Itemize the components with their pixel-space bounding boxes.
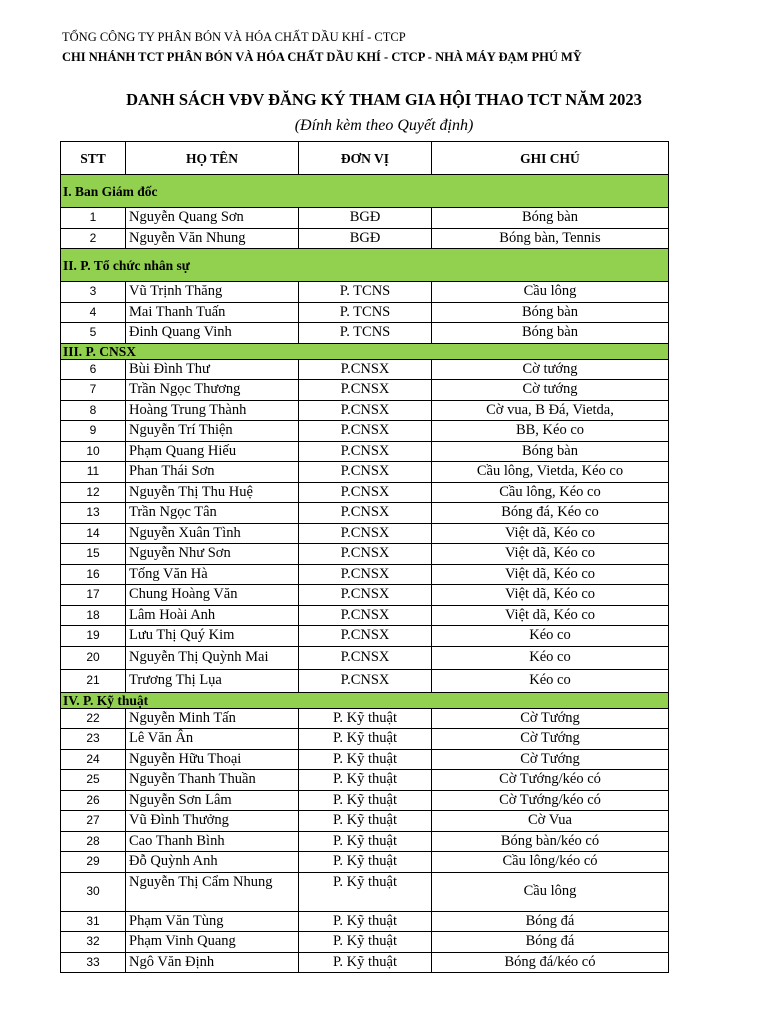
- document-title: DANH SÁCH VĐV ĐĂNG KÝ THAM GIA HỘI THAO TCT NĂM 2023: [126, 90, 642, 109]
- cell-unit: P. Kỹ thuật: [299, 749, 432, 770]
- cell-name: Nguyễn Thị Quỳnh Mai: [126, 646, 299, 669]
- cell-name: Nguyễn Sơn Lâm: [126, 790, 299, 811]
- cell-unit: P.CNSX: [299, 523, 432, 544]
- company-name: TỔNG CÔNG TY PHÂN BÓN VÀ HÓA CHẤT DẦU KHÍ - CTCP: [62, 30, 406, 44]
- cell-unit: P. Kỹ thuật: [299, 811, 432, 832]
- cell-unit: P.CNSX: [299, 462, 432, 483]
- cell-name: Đinh Quang Vinh: [126, 323, 299, 344]
- cell-note: Việt dã, Kéo co: [432, 564, 669, 585]
- cell-unit: P.CNSX: [299, 585, 432, 606]
- cell-stt: 16: [61, 564, 126, 585]
- cell-name: Phạm Vinh Quang: [126, 932, 299, 953]
- table-row: [61, 400, 669, 421]
- column-header-unit: ĐƠN VỊ: [299, 142, 432, 175]
- cell-stt: 1: [61, 208, 126, 229]
- cell-unit: P. Kỹ thuật: [299, 932, 432, 953]
- cell-name: Nguyễn Minh Tấn: [126, 708, 299, 729]
- branch-name: CHI NHÁNH TCT PHÂN BÓN VÀ HÓA CHẤT DẦU KHÍ - CTCP - NHÀ MÁY ĐẠM PHÚ MỸ: [62, 50, 582, 64]
- section-title: IV. P. Kỹ thuật: [61, 692, 669, 708]
- table-row: [61, 585, 669, 606]
- cell-name: Mai Thanh Tuấn: [126, 302, 299, 323]
- cell-note: Việt dã, Kéo co: [432, 523, 669, 544]
- table-row: [61, 228, 669, 249]
- cell-note: Bóng bàn: [432, 302, 669, 323]
- table-row: [61, 952, 669, 973]
- cell-stt: 26: [61, 790, 126, 811]
- section-title: III. P. CNSX: [61, 343, 669, 359]
- cell-name: Phan Thái Sơn: [126, 462, 299, 483]
- cell-name: Nguyễn Trí Thiện: [126, 421, 299, 442]
- cell-stt: 5: [61, 323, 126, 344]
- cell-stt: 32: [61, 932, 126, 953]
- cell-note: Bóng bàn: [432, 323, 669, 344]
- cell-unit: P.CNSX: [299, 626, 432, 647]
- cell-note: Cờ Tướng: [432, 749, 669, 770]
- cell-unit: P. TCNS: [299, 302, 432, 323]
- table-row: [61, 441, 669, 462]
- cell-stt: 17: [61, 585, 126, 606]
- table-row: [61, 729, 669, 750]
- cell-stt: 28: [61, 831, 126, 852]
- cell-name: Nguyễn Văn Nhung: [126, 228, 299, 249]
- column-header-name: HỌ TÊN: [126, 142, 299, 175]
- table-row: [61, 323, 669, 344]
- cell-note: Cờ Tướng: [432, 729, 669, 750]
- cell-unit: P. Kỹ thuật: [299, 770, 432, 791]
- cell-note: Bóng đá, Kéo co: [432, 503, 669, 524]
- cell-note: Bóng bàn, Tennis: [432, 228, 669, 249]
- cell-name: Nguyễn Hữu Thoại: [126, 749, 299, 770]
- cell-stt: 12: [61, 482, 126, 503]
- cell-note: Cầu lông: [432, 872, 669, 911]
- cell-unit: P.CNSX: [299, 564, 432, 585]
- cell-name: Vũ Đình Thưởng: [126, 811, 299, 832]
- cell-unit: P.CNSX: [299, 605, 432, 626]
- table-row: [61, 302, 669, 323]
- table-row: [61, 669, 669, 692]
- table-row: [61, 462, 669, 483]
- cell-unit: P. Kỹ thuật: [299, 872, 432, 911]
- cell-note: Cờ vua, B Đá, Vietda,: [432, 400, 669, 421]
- cell-note: Cờ tướng: [432, 380, 669, 401]
- cell-name: Đỗ Quỳnh Anh: [126, 852, 299, 873]
- cell-note: Cờ Tướng/kéo có: [432, 790, 669, 811]
- table-row: [61, 932, 669, 953]
- cell-unit: P. Kỹ thuật: [299, 852, 432, 873]
- cell-stt: 8: [61, 400, 126, 421]
- document-subtitle: (Đính kèm theo Quyết định): [294, 117, 474, 134]
- table-row: [61, 359, 669, 380]
- cell-name: Lê Văn Ân: [126, 729, 299, 750]
- cell-unit: P.CNSX: [299, 646, 432, 669]
- cell-name: Tống Văn Hà: [126, 564, 299, 585]
- cell-note: Kéo co: [432, 626, 669, 647]
- cell-stt: 9: [61, 421, 126, 442]
- table-row: [61, 852, 669, 873]
- cell-note: Cầu lông, Kéo co: [432, 482, 669, 503]
- cell-name: Cao Thanh Bình: [126, 831, 299, 852]
- cell-unit: P. Kỹ thuật: [299, 708, 432, 729]
- cell-note: Bóng đá: [432, 911, 669, 932]
- cell-name: Trần Ngọc Tân: [126, 503, 299, 524]
- cell-note: Kéo co: [432, 646, 669, 669]
- column-header-note: GHI CHÚ: [432, 142, 669, 175]
- cell-stt: 25: [61, 770, 126, 791]
- cell-name: Lâm Hoài Anh: [126, 605, 299, 626]
- table-row: [61, 872, 669, 911]
- cell-name: Nguyễn Xuân Tình: [126, 523, 299, 544]
- cell-name: Nguyễn Như Sơn: [126, 544, 299, 565]
- cell-note: Bóng bàn/kéo có: [432, 831, 669, 852]
- cell-stt: 22: [61, 708, 126, 729]
- cell-unit: BGĐ: [299, 228, 432, 249]
- cell-note: Kéo co: [432, 669, 669, 692]
- cell-note: Bóng đá: [432, 932, 669, 953]
- section-row: [61, 692, 669, 708]
- cell-stt: 13: [61, 503, 126, 524]
- table-row: [61, 605, 669, 626]
- cell-unit: P.CNSX: [299, 400, 432, 421]
- column-header-stt: STT: [61, 142, 126, 175]
- cell-note: Việt dã, Kéo co: [432, 544, 669, 565]
- cell-unit: P.CNSX: [299, 421, 432, 442]
- table-row: [61, 282, 669, 303]
- cell-unit: P.CNSX: [299, 482, 432, 503]
- table-row: [61, 749, 669, 770]
- cell-unit: P. Kỹ thuật: [299, 831, 432, 852]
- cell-name: Phạm Văn Tùng: [126, 911, 299, 932]
- table-row: [61, 646, 669, 669]
- cell-name: Bùi Đình Thư: [126, 359, 299, 380]
- cell-name: Phạm Quang Hiếu: [126, 441, 299, 462]
- cell-note: Cầu lông/kéo có: [432, 852, 669, 873]
- cell-note: Bóng bàn: [432, 208, 669, 229]
- cell-unit: P. Kỹ thuật: [299, 729, 432, 750]
- cell-name: Lưu Thị Quý Kim: [126, 626, 299, 647]
- table-row: [61, 911, 669, 932]
- cell-unit: P.CNSX: [299, 380, 432, 401]
- cell-unit: P.CNSX: [299, 544, 432, 565]
- cell-unit: P. Kỹ thuật: [299, 790, 432, 811]
- table-row: [61, 482, 669, 503]
- cell-stt: 27: [61, 811, 126, 832]
- table-row: [61, 770, 669, 791]
- cell-note: Cờ Vua: [432, 811, 669, 832]
- table-row: [61, 708, 669, 729]
- cell-stt: 11: [61, 462, 126, 483]
- cell-note: Cầu lông: [432, 282, 669, 303]
- cell-note: Cờ tướng: [432, 359, 669, 380]
- table-header-row: [61, 142, 669, 175]
- cell-name: Nguyễn Thanh Thuần: [126, 770, 299, 791]
- cell-stt: 29: [61, 852, 126, 873]
- cell-stt: 18: [61, 605, 126, 626]
- cell-stt: 30: [61, 872, 126, 911]
- cell-stt: 7: [61, 380, 126, 401]
- cell-unit: P.CNSX: [299, 359, 432, 380]
- cell-unit: P. TCNS: [299, 282, 432, 303]
- section-row: [61, 343, 669, 359]
- cell-stt: 4: [61, 302, 126, 323]
- table-row: [61, 811, 669, 832]
- cell-stt: 6: [61, 359, 126, 380]
- cell-stt: 14: [61, 523, 126, 544]
- cell-note: Cờ Tướng/kéo có: [432, 770, 669, 791]
- cell-stt: 3: [61, 282, 126, 303]
- cell-unit: P. TCNS: [299, 323, 432, 344]
- section-row: [61, 249, 669, 282]
- table-row: [61, 564, 669, 585]
- table-row: [61, 523, 669, 544]
- cell-unit: P. Kỹ thuật: [299, 911, 432, 932]
- cell-name: Trương Thị Lụa: [126, 669, 299, 692]
- cell-stt: 15: [61, 544, 126, 565]
- cell-name: Nguyễn Thị Thu Huệ: [126, 482, 299, 503]
- cell-stt: 20: [61, 646, 126, 669]
- table-row: [61, 380, 669, 401]
- cell-note: Bóng đá/kéo có: [432, 952, 669, 973]
- athlete-table: [60, 141, 669, 973]
- cell-stt: 31: [61, 911, 126, 932]
- table-row: [61, 544, 669, 565]
- table-row: [61, 790, 669, 811]
- section-row: [61, 175, 669, 208]
- cell-note: Cầu lông, Vietda, Kéo co: [432, 462, 669, 483]
- cell-name: Chung Hoàng Văn: [126, 585, 299, 606]
- cell-note: Cờ Tướng: [432, 708, 669, 729]
- section-title: I. Ban Giám đốc: [61, 175, 669, 208]
- cell-stt: 21: [61, 669, 126, 692]
- cell-unit: BGĐ: [299, 208, 432, 229]
- cell-name: Vũ Trịnh Thăng: [126, 282, 299, 303]
- cell-note: Bóng bàn: [432, 441, 669, 462]
- cell-unit: P. Kỹ thuật: [299, 952, 432, 973]
- table-row: [61, 626, 669, 647]
- cell-name: Nguyễn Quang Sơn: [126, 208, 299, 229]
- cell-name: Trần Ngọc Thương: [126, 380, 299, 401]
- table-body: [61, 175, 669, 973]
- cell-stt: 23: [61, 729, 126, 750]
- cell-stt: 2: [61, 228, 126, 249]
- table-row: [61, 421, 669, 442]
- cell-stt: 33: [61, 952, 126, 973]
- cell-note: BB, Kéo co: [432, 421, 669, 442]
- cell-note: Việt dã, Kéo co: [432, 605, 669, 626]
- cell-name: Nguyễn Thị Cẩm Nhung: [126, 872, 299, 911]
- cell-unit: P.CNSX: [299, 669, 432, 692]
- cell-name: Ngô Văn Định: [126, 952, 299, 973]
- table-row: [61, 831, 669, 852]
- table-row: [61, 208, 669, 229]
- cell-unit: P.CNSX: [299, 503, 432, 524]
- cell-stt: 10: [61, 441, 126, 462]
- cell-stt: 24: [61, 749, 126, 770]
- section-title: II. P. Tổ chức nhân sự: [61, 249, 669, 282]
- cell-name: Hoàng Trung Thành: [126, 400, 299, 421]
- cell-note: Việt dã, Kéo co: [432, 585, 669, 606]
- cell-unit: P.CNSX: [299, 441, 432, 462]
- cell-stt: 19: [61, 626, 126, 647]
- table-row: [61, 503, 669, 524]
